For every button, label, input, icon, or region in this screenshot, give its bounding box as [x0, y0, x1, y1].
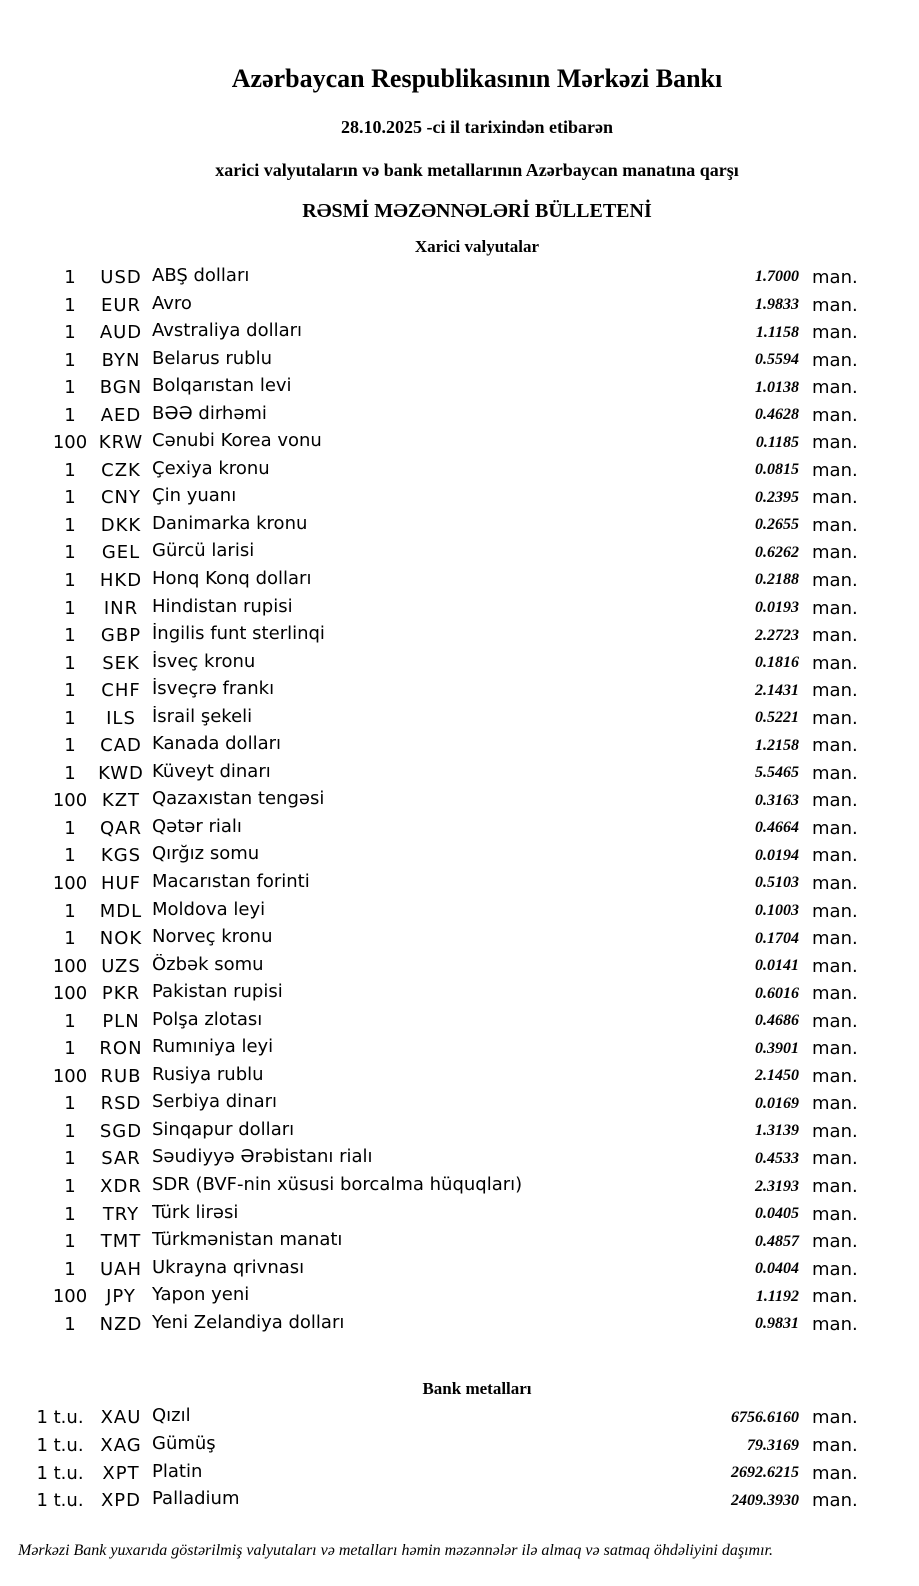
- quantity-cell: 1: [64, 1093, 76, 1115]
- quantity-cell: 100: [52, 1286, 88, 1308]
- unit-cell: man.: [812, 487, 858, 509]
- table-row: [0, 1432, 919, 1460]
- currency-name-cell: Qızıl: [152, 1405, 191, 1427]
- rate-cell: 6756.6160: [731, 1408, 799, 1426]
- rate-cell: 0.3901: [755, 1039, 799, 1057]
- unit-cell: man.: [812, 266, 858, 288]
- table-row: [0, 649, 919, 677]
- rate-cell: 0.5221: [755, 709, 799, 727]
- rate-cell: 0.2655: [755, 516, 799, 534]
- table-row: [0, 952, 919, 980]
- currency-code-cell: GEL: [101, 542, 141, 564]
- currency-name-cell: Bolqarıstan levi: [152, 375, 292, 397]
- currency-code-cell: UAH: [99, 1258, 143, 1280]
- currency-name-cell: Serbiya dinarı: [152, 1091, 277, 1113]
- unit-cell: man.: [812, 872, 858, 894]
- rate-cell: 1.0138: [755, 378, 799, 396]
- unit-cell: man.: [812, 1038, 858, 1060]
- quantity-cell: 1: [64, 1176, 76, 1197]
- currency-code-cell: PKR: [101, 983, 141, 1005]
- quantity-cell: 100: [52, 872, 88, 894]
- rate-cell: 0.0169: [755, 1094, 799, 1112]
- unit-cell: man.: [812, 294, 858, 316]
- currency-code-cell: TMT: [100, 1231, 142, 1253]
- currency-code-cell: NOK: [99, 928, 143, 950]
- unit-cell: man.: [812, 377, 858, 399]
- currency-name-cell: Türkmənistan manatı: [152, 1229, 343, 1251]
- currency-name-cell: Ukrayna qrivnası: [152, 1256, 305, 1278]
- currency-name-cell: Danimarka kronu: [152, 512, 308, 534]
- rate-cell: 0.0815: [755, 461, 799, 479]
- unit-cell: man.: [812, 514, 858, 536]
- currency-name-cell: Cənubi Korea vonu: [152, 430, 322, 452]
- rate-cell: 0.4628: [755, 406, 799, 424]
- table-row: [0, 677, 919, 705]
- currency-code-cell: UZS: [101, 955, 141, 977]
- currency-code-cell: CZK: [101, 459, 141, 481]
- table-row: [0, 897, 919, 925]
- rate-cell: 79.3169: [747, 1436, 799, 1454]
- currency-name-cell: İsveç kronu: [152, 650, 256, 672]
- currency-code-cell: XPD: [100, 1490, 142, 1512]
- rate-cell: 0.1003: [755, 902, 799, 920]
- table-row: [0, 1310, 919, 1338]
- currency-code-cell: GBP: [100, 625, 142, 647]
- rate-cell: 1.9833: [755, 296, 799, 313]
- currency-code-cell: EUR: [100, 294, 142, 316]
- rate-cell: 0.1816: [755, 654, 799, 672]
- quantity-cell: 1: [64, 459, 76, 481]
- table-row: [0, 346, 919, 374]
- currency-code-cell: SEK: [102, 652, 140, 674]
- currency-name-cell: Qazaxıstan tengəsi: [152, 788, 325, 810]
- currency-name-cell: Palladium: [152, 1488, 240, 1510]
- quantity-cell: 1: [64, 349, 76, 371]
- unit-cell: man.: [812, 1010, 858, 1032]
- table-row: [0, 594, 919, 622]
- table-row: [0, 264, 919, 292]
- currency-name-cell: Belarus rublu: [152, 347, 273, 369]
- currency-name-cell: Pakistan rupisi: [152, 981, 283, 1003]
- table-row: [0, 1487, 919, 1515]
- currency-code-cell: HUF: [100, 872, 142, 894]
- unit-cell: man.: [812, 569, 858, 591]
- currency-code-cell: DKK: [100, 514, 142, 536]
- currency-name-cell: Yeni Zelandiya dolları: [152, 1311, 345, 1333]
- unit-cell: man.: [812, 1435, 858, 1456]
- quantity-cell: 1 t.u.: [36, 1462, 84, 1484]
- unit-cell: man.: [812, 817, 858, 839]
- table-row: [0, 704, 919, 732]
- currency-name-cell: Hindistan rupisi: [152, 595, 293, 617]
- quantity-cell: 1: [64, 1038, 76, 1060]
- table-row: [0, 484, 919, 512]
- table-row: [0, 1459, 919, 1487]
- currency-name-cell: Norveç kronu: [152, 926, 273, 948]
- unit-cell: man.: [812, 845, 858, 867]
- quantity-cell: 100: [52, 790, 88, 812]
- unit-cell: man.: [812, 652, 858, 674]
- unit-cell: man.: [812, 432, 858, 454]
- table-row: [0, 374, 919, 402]
- rate-cell: 0.4533: [755, 1149, 799, 1167]
- table-row: [0, 401, 919, 429]
- table-row: [0, 815, 919, 843]
- table-row: [0, 1200, 919, 1228]
- quantity-cell: 100: [52, 955, 88, 977]
- currencies-table: [0, 264, 919, 1338]
- rate-cell: 0.1185: [755, 433, 799, 451]
- currency-name-cell: Gürcü larisi: [152, 540, 255, 562]
- quantity-cell: 1: [64, 294, 76, 316]
- currency-code-cell: SGD: [99, 1120, 143, 1142]
- bulletin-title: RƏSMİ MƏZƏNNƏLƏRİ BÜLLETENİ: [302, 200, 652, 222]
- currency-name-cell: Yapon yeni: [152, 1284, 250, 1306]
- currency-code-cell: TRY: [102, 1203, 140, 1225]
- currency-name-cell: Moldova leyi: [152, 898, 266, 920]
- quantity-cell: 1: [64, 928, 76, 950]
- rate-cell: 0.4664: [755, 819, 799, 837]
- table-row: [0, 760, 919, 788]
- rate-cell: 0.2395: [755, 488, 799, 506]
- unit-cell: man.: [812, 1065, 858, 1087]
- rate-cell: 0.5594: [755, 351, 799, 369]
- unit-cell: man.: [812, 1462, 858, 1484]
- table-row: [0, 1118, 919, 1146]
- currency-name-cell: Rusiya rublu: [152, 1063, 264, 1085]
- currency-name-cell: Çin yuanı: [152, 485, 237, 507]
- quantity-cell: 100: [52, 432, 88, 454]
- currency-name-cell: Qətər rialı: [152, 815, 242, 837]
- currency-code-cell: JPY: [106, 1286, 136, 1308]
- currency-code-cell: XAU: [100, 1407, 142, 1429]
- quantity-cell: 1: [64, 487, 76, 509]
- currency-name-cell: Çexiya kronu: [152, 457, 270, 479]
- quantity-cell: 1 t.u.: [36, 1407, 84, 1429]
- unit-cell: man.: [812, 1258, 858, 1280]
- currency-name-cell: Gümüş: [152, 1433, 216, 1454]
- currency-code-cell: INR: [103, 597, 139, 619]
- table-row: [0, 622, 919, 650]
- rate-cell: 2692.6215: [731, 1464, 799, 1482]
- table-row: [0, 842, 919, 870]
- rate-cell: 1.7000: [755, 268, 799, 286]
- unit-cell: man.: [812, 790, 858, 812]
- rate-cell: 0.0405: [755, 1205, 799, 1223]
- currency-code-cell: AED: [100, 404, 142, 426]
- quantity-cell: 1: [64, 1203, 76, 1225]
- quantity-cell: 1: [64, 707, 76, 729]
- quantity-cell: 1: [64, 1010, 76, 1032]
- rate-cell: 1.1192: [755, 1287, 799, 1305]
- table-row: [0, 1173, 919, 1201]
- unit-cell: man.: [812, 762, 858, 784]
- quantity-cell: 1: [64, 1148, 76, 1170]
- rate-cell: 5.5465: [755, 764, 799, 782]
- unit-cell: man.: [812, 735, 858, 757]
- currency-name-cell: Səudiyyə Ərəbistanı rialı: [152, 1146, 373, 1168]
- currency-name-cell: Sinqapur dolları: [152, 1118, 295, 1140]
- rate-cell: 1.1158: [755, 323, 799, 341]
- table-row: [0, 429, 919, 457]
- currency-code-cell: CNY: [100, 487, 142, 509]
- table-row: [0, 512, 919, 540]
- quantity-cell: 1: [64, 514, 76, 536]
- rate-cell: 0.0404: [755, 1260, 799, 1278]
- table-row: [0, 1035, 919, 1063]
- currency-code-cell: PLN: [102, 1010, 140, 1032]
- currency-name-cell: BƏƏ dirhəmi: [152, 402, 267, 424]
- currency-code-cell: SAR: [101, 1148, 141, 1170]
- rate-cell: 0.0193: [755, 599, 799, 617]
- currency-code-cell: NZD: [99, 1313, 143, 1335]
- currency-name-cell: Polşa zlotası: [152, 1008, 263, 1030]
- currency-name-cell: İsrail şekeli: [152, 705, 253, 727]
- quantity-cell: 1: [64, 569, 76, 591]
- rate-cell: 0.9831: [755, 1315, 799, 1333]
- rate-cell: 2.1450: [755, 1067, 799, 1085]
- currency-name-cell: İsveçrə frankı: [152, 678, 275, 700]
- rate-cell: 0.0194: [755, 846, 799, 864]
- table-row: [0, 870, 919, 898]
- currencies-section-title: Xarici valyutalar: [414, 237, 540, 256]
- currency-code-cell: CAD: [100, 735, 142, 757]
- unit-cell: man.: [812, 680, 858, 702]
- currency-code-cell: CHF: [101, 680, 141, 702]
- currency-name-cell: Macarıstan forinti: [152, 870, 310, 892]
- currency-code-cell: KGS: [100, 845, 142, 867]
- unit-cell: man.: [812, 1093, 858, 1115]
- unit-cell: man.: [812, 1231, 858, 1253]
- quantity-cell: 1: [64, 322, 76, 344]
- quantity-cell: 1: [64, 900, 76, 922]
- unit-cell: man.: [812, 955, 858, 977]
- quantity-cell: 1: [64, 1258, 76, 1280]
- currency-code-cell: BYN: [101, 349, 141, 371]
- unit-cell: man.: [812, 928, 858, 950]
- quantity-cell: 1: [64, 625, 76, 647]
- rate-cell: 0.3163: [755, 791, 799, 809]
- currency-code-cell: AUD: [99, 322, 143, 344]
- currency-code-cell: ILS: [106, 707, 136, 729]
- rate-cell: 0.0141: [755, 957, 799, 975]
- currency-code-cell: HKD: [99, 569, 143, 591]
- currency-code-cell: QAR: [100, 817, 142, 839]
- currency-code-cell: KWD: [98, 762, 144, 784]
- quantity-cell: 1: [64, 735, 76, 757]
- unit-cell: man.: [812, 1286, 858, 1308]
- rate-cell: 0.5103: [755, 874, 799, 892]
- rate-cell: 2.3193: [755, 1177, 799, 1195]
- rate-cell: 0.2188: [755, 571, 799, 589]
- quantity-cell: 1: [64, 1313, 76, 1335]
- table-row: [0, 319, 919, 347]
- unit-cell: man.: [812, 597, 858, 619]
- quantity-cell: 1: [64, 1231, 76, 1253]
- currency-code-cell: MDL: [99, 900, 143, 922]
- subject-line: xarici valyutaların və bank metallarının Azərbaycan manatına qarşı: [215, 160, 739, 180]
- quantity-cell: 1 t.u.: [36, 1435, 84, 1456]
- currency-name-cell: Honq Konq dolları: [152, 567, 312, 589]
- unit-cell: man.: [812, 983, 858, 1005]
- currency-code-cell: RUB: [100, 1065, 142, 1087]
- quantity-cell: 1: [64, 377, 76, 399]
- quantity-cell: 1: [64, 597, 76, 619]
- quantity-cell: 1: [64, 542, 76, 564]
- quantity-cell: 1 t.u.: [36, 1490, 84, 1512]
- currency-name-cell: ABŞ dolları: [152, 264, 250, 286]
- currency-name-cell: Avro: [152, 292, 192, 314]
- unit-cell: man.: [812, 349, 858, 371]
- currency-name-cell: Kanada dolları: [152, 733, 282, 755]
- table-row: [0, 980, 919, 1008]
- unit-cell: man.: [812, 1490, 858, 1512]
- table-row: [0, 1404, 919, 1432]
- rate-cell: 0.1704: [755, 929, 799, 947]
- unit-cell: man.: [812, 1203, 858, 1225]
- table-row: [0, 1255, 919, 1283]
- quantity-cell: 1: [64, 266, 76, 288]
- quantity-cell: 1: [64, 762, 76, 784]
- metals-table: [0, 1404, 919, 1514]
- unit-cell: man.: [812, 404, 858, 426]
- currency-code-cell: KRW: [98, 432, 144, 454]
- unit-cell: man.: [812, 459, 858, 481]
- quantity-cell: 1: [64, 404, 76, 426]
- unit-cell: man.: [812, 542, 858, 564]
- table-row: [0, 925, 919, 953]
- rate-cell: 0.6262: [755, 543, 799, 561]
- quantity-cell: 1: [64, 680, 76, 702]
- currency-code-cell: KZT: [101, 790, 141, 812]
- table-row: [0, 787, 919, 815]
- currency-name-cell: Platin: [152, 1460, 203, 1482]
- currency-code-cell: XAG: [100, 1435, 142, 1456]
- rate-cell: 1.3139: [755, 1122, 799, 1140]
- unit-cell: man.: [812, 1120, 858, 1142]
- quantity-cell: 1: [64, 652, 76, 674]
- footer-note: Mərkəzi Bank yuxarıda göstərilmiş valyutaları və metalları həmin məzənnələr ilə almaq və satmaq öhdəliyini daşımır.: [18, 1542, 773, 1559]
- currency-code-cell: XPT: [102, 1462, 140, 1484]
- table-row: [0, 1283, 919, 1311]
- table-row: [0, 457, 919, 485]
- currency-code-cell: XDR: [100, 1176, 142, 1197]
- bank-name: Azərbaycan Respublikasının Mərkəzi Bankı: [231, 64, 723, 93]
- table-row: [0, 732, 919, 760]
- table-row: [0, 1228, 919, 1256]
- unit-cell: man.: [812, 322, 858, 344]
- rate-cell: 0.6016: [755, 984, 799, 1002]
- currency-code-cell: USD: [100, 266, 142, 288]
- quantity-cell: 1: [64, 817, 76, 839]
- unit-cell: man.: [812, 1407, 858, 1429]
- table-row: [0, 567, 919, 595]
- rate-cell: 1.2158: [755, 736, 799, 754]
- table-row: [0, 1063, 919, 1091]
- table-row: [0, 1007, 919, 1035]
- currency-code-cell: BGN: [99, 377, 143, 399]
- currency-name-cell: İngilis funt sterlinqi: [152, 623, 325, 645]
- rate-cell: 0.4857: [755, 1232, 799, 1250]
- currency-name-cell: Rumıniya leyi: [152, 1036, 274, 1058]
- rate-cell: 2.1431: [755, 681, 799, 699]
- currency-name-cell: Qırğız somu: [152, 843, 260, 865]
- quantity-cell: 100: [52, 1065, 88, 1087]
- table-row: [0, 1145, 919, 1173]
- unit-cell: man.: [812, 625, 858, 647]
- currency-name-cell: Küveyt dinarı: [152, 760, 271, 782]
- effective-date-line: 28.10.2025 -ci il tarixindən etibarən: [341, 117, 613, 137]
- quantity-cell: 1: [64, 1120, 76, 1142]
- currency-name-cell: Avstraliya dolları: [152, 320, 303, 342]
- currency-name-cell: Türk lirəsi: [152, 1201, 239, 1223]
- table-row: [0, 539, 919, 567]
- currency-name-cell: Özbək somu: [152, 953, 264, 975]
- unit-cell: man.: [812, 707, 858, 729]
- quantity-cell: 1: [64, 845, 76, 867]
- rate-cell: 2.2723: [755, 626, 799, 644]
- currency-name-cell: SDR (BVF-nin xüsusi borcalma hüquqları): [152, 1174, 523, 1195]
- table-row: [0, 1090, 919, 1118]
- unit-cell: man.: [812, 1176, 858, 1197]
- rate-cell: 2409.3930: [731, 1491, 799, 1509]
- unit-cell: man.: [812, 1313, 858, 1335]
- rate-cell: 0.4686: [755, 1012, 799, 1030]
- table-row: [0, 291, 919, 319]
- unit-cell: man.: [812, 1148, 858, 1170]
- metals-section-title: Bank metalları: [422, 1379, 532, 1398]
- currency-code-cell: RON: [99, 1038, 143, 1060]
- unit-cell: man.: [812, 900, 858, 922]
- currency-code-cell: RSD: [100, 1093, 142, 1115]
- quantity-cell: 100: [52, 983, 88, 1005]
